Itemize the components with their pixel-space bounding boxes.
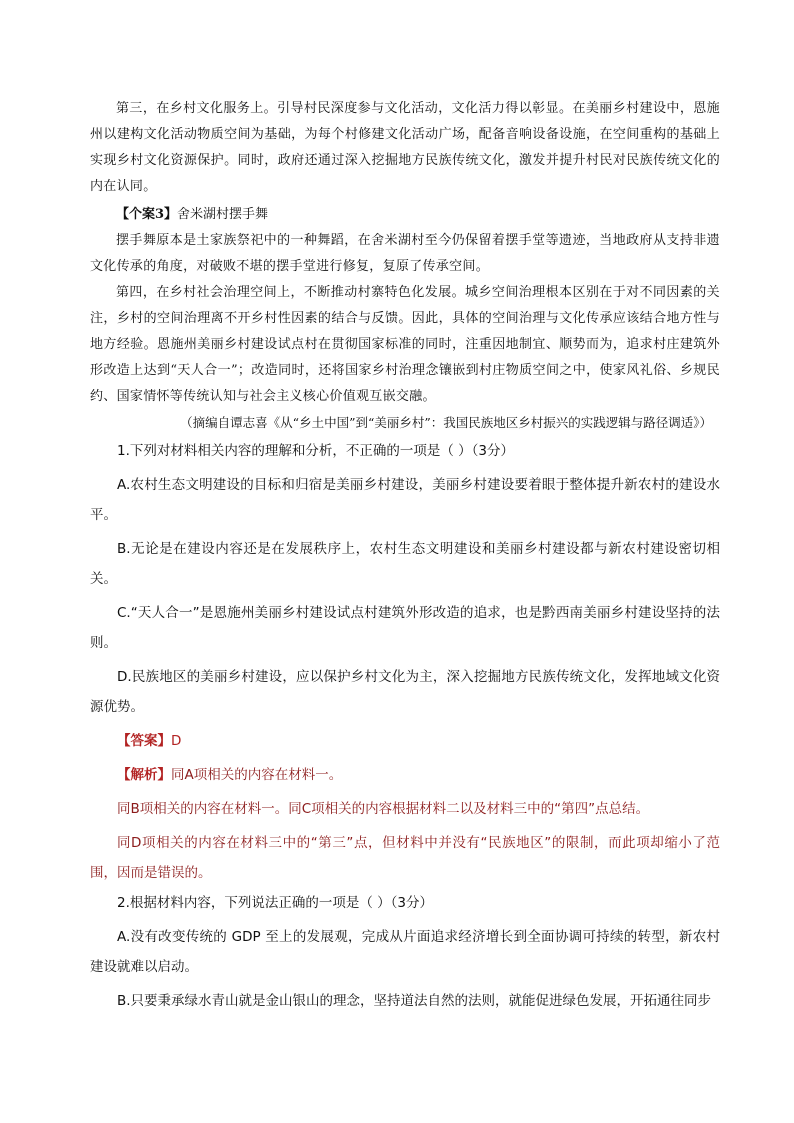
question-1-option-a: A.农村生态文明建设的目标和归宿是美丽乡村建设，美丽乡村建设要着眼于整体提升新农村的建设水平。 — [90, 477, 720, 523]
question-2-option-b: B.只要秉承绿水青山就是金山银山的理念，坚持道法自然的法则，就能促进绿色发展，开拓通往同步 — [117, 993, 712, 1009]
analysis-line-2: 同B项相关的内容在材料一。同C项相关的内容根据材料二以及材料三中的“第四”点总结。 — [117, 801, 650, 817]
analysis-line-3: 同D项相关的内容在材料三中的“第三”点，但材料中并没有“民族地区”的限制，而此项却缩小了范围，因而是错误的。 — [90, 835, 720, 881]
case-label: 【个案3】 — [116, 207, 178, 222]
case-text: 摆手舞原本是土家族祭祀中的一种舞蹈，在舍米湖村至今仍保留着摆手堂等遗迹，当地政府从支持非遗文化传承的角度，对破败不堪的摆手堂进行修复，复原了传承空间。 — [90, 233, 720, 274]
analysis-tag: 【解析】 — [117, 767, 171, 783]
question-1-stem: 1.下列对材料相关内容的理解和分析，不正确的一项是（ ）（3分） — [117, 443, 515, 459]
analysis-line-1 — [90, 760, 720, 790]
answer-value: D — [171, 733, 182, 749]
document-page — [90, 96, 720, 1016]
source-citation: （摘编自谭志喜《从“乡土中国”到“美丽乡村”：我国民族地区乡村振兴的实践逻辑与路径调适》） — [180, 415, 712, 430]
material-paragraph-third: 第三，在乡村文化服务上。引导村民深度参与文化活动，文化活力得以彰显。在美丽乡村建设中，恩施州以建构文化活动物质空间为基础，为每个村修建文化活动广场，配备音响设备设施，在空间重构的基础上实现乡村文化资源保护。同时，政府还通过深入挖掘地方民族传统文化，激发并提升村民对民族传统文化的内在认同。 — [90, 101, 720, 194]
question-1-option-b: B.无论是在建设内容还是在发展秩序上，农村生态文明建设和美丽乡村建设都与新农村建设密切相关。 — [90, 541, 720, 587]
answer-tag: 【答案】 — [117, 733, 171, 749]
question-1-option-d: D.民族地区的美丽乡村建设，应以保护乡村文化为主，深入挖掘地方民族传统文化，发挥地域文化资源优势。 — [90, 669, 720, 715]
analysis-text-1: 同A项相关的内容在材料一。 — [171, 767, 343, 783]
case-title: 舍米湖村摆手舞 — [177, 207, 269, 222]
question-2-option-a: A.没有改变传统的 GDP 至上的发展观，完成从片面追求经济增长到全面协调可持续的转型，新农村建设就难以启动。 — [90, 929, 720, 975]
material-paragraph-fourth: 第四，在乡村社会治理空间上，不断推动村寨特色化发展。城乡空间治理根本区别在于对不同因素的关注，乡村的空间治理离不开乡村性因素的结合与反馈。因此，具体的空间治理与文化传承应该结合地方性与地方经验。恩施州美丽乡村建设试点村在贯彻国家标准的同时，注重因地制宜、顺势而为，追求村庄建筑外形改造上达到“天人合一”；改造同时，还将国家乡村治理念镶嵌到村庄物质空间之中，使家风礼俗、乡规民约、国家情怀等传统认知与社会主义核心价值观互嵌交融。 — [90, 285, 720, 404]
answer-line — [90, 726, 720, 756]
question-1-option-c: C.“天人合一”是恩施州美丽乡村建设试点村建筑外形改造的追求，也是黔西南美丽乡村建设坚持的法则。 — [90, 605, 720, 651]
case-heading — [90, 202, 720, 228]
question-2-stem: 2.根据材料内容，下列说法正确的一项是（ ）（3分） — [117, 895, 434, 911]
